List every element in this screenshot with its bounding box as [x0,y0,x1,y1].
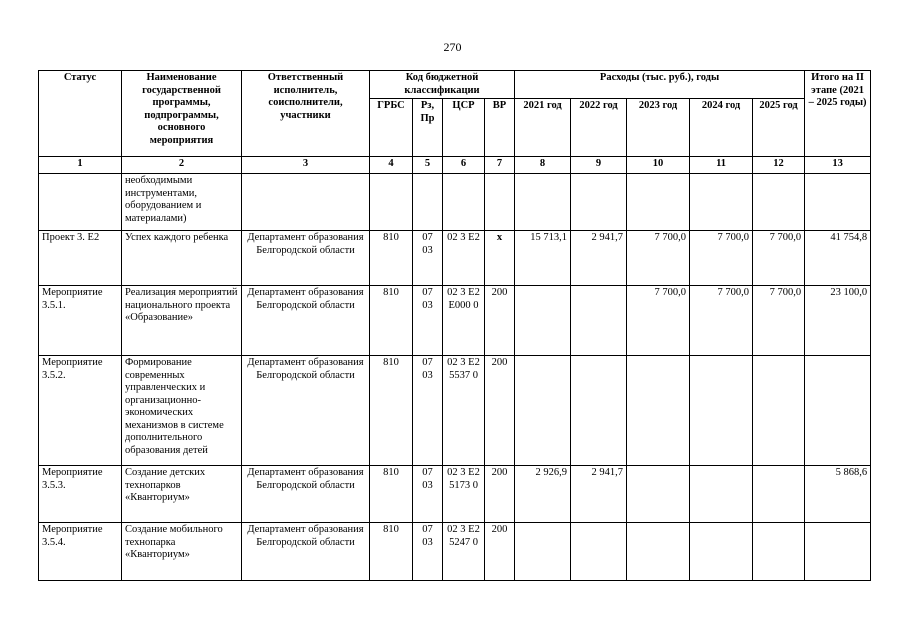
cell-csr [443,174,485,231]
table-row [39,231,871,286]
cell-vr: х [485,231,515,286]
cell-name: Создание мобильного технопарка «Кванториум» [122,523,242,581]
header-status: Статус [39,71,122,157]
cell-rz: 07 03 [413,523,443,581]
cell-2024: 7 700,0 [690,286,753,356]
cell-status: Мероприятие 3.5.4. [39,523,122,581]
table-row [39,286,871,356]
cell-total [805,174,871,231]
cell-2025 [753,174,805,231]
header-year-2025: 2025 год [753,99,805,157]
cell-2025: 7 700,0 [753,231,805,286]
column-number: 8 [515,157,571,174]
cell-name: Создание детских технопарков «Кванториум» [122,466,242,523]
cell-name: Формирование современных управленческих и организационно-экономических механизмов в системе дополнительного образования детей [122,356,242,466]
cell-name: Успех каждого ребенка [122,231,242,286]
cell-grbs: 810 [370,523,413,581]
cell-name: Реализация мероприятий национального проекта «Образование» [122,286,242,356]
cell-csr: 02 3 Е2 5537 0 [443,356,485,466]
header-executor: Ответственный исполнитель, соисполнители, участники [242,71,370,157]
cell-2024 [690,523,753,581]
cell-total [805,523,871,581]
cell-2022: 2 941,7 [571,231,627,286]
cell-2023: 7 700,0 [627,231,690,286]
cell-status: Мероприятие 3.5.1. [39,286,122,356]
cell-executor [242,174,370,231]
cell-2023: 7 700,0 [627,286,690,356]
cell-2023 [627,356,690,466]
cell-grbs: 810 [370,466,413,523]
cell-2024 [690,356,753,466]
cell-total [805,356,871,466]
cell-vr: 200 [485,466,515,523]
column-number: 4 [370,157,413,174]
cell-2022 [571,523,627,581]
cell-csr: 02 3 Е2 Е000 0 [443,286,485,356]
table-row [39,523,871,581]
cell-rz: 07 03 [413,286,443,356]
column-number: 3 [242,157,370,174]
header-year-2024: 2024 год [690,99,753,157]
cell-grbs [370,174,413,231]
column-number: 12 [753,157,805,174]
cell-executor: Департамент образования Белгородской области [242,286,370,356]
cell-total: 23 100,0 [805,286,871,356]
cell-total: 41 754,8 [805,231,871,286]
cell-grbs: 810 [370,356,413,466]
header-program-name: Наименование государственной программы, подпрограммы, основного мероприятия [122,71,242,157]
cell-2021 [515,356,571,466]
header-year-2022: 2022 год [571,99,627,157]
cell-grbs: 810 [370,231,413,286]
cell-name: необходимыми инструментами, оборудованием и материалами) [122,174,242,231]
cell-2021: 15 713,1 [515,231,571,286]
column-number: 13 [805,157,871,174]
cell-csr: 02 3 Е2 5173 0 [443,466,485,523]
cell-status [39,174,122,231]
cell-grbs: 810 [370,286,413,356]
cell-status: Мероприятие 3.5.3. [39,466,122,523]
cell-2021 [515,174,571,231]
table-row [39,466,871,523]
cell-executor: Департамент образования Белгородской области [242,231,370,286]
column-number: 2 [122,157,242,174]
cell-2022 [571,286,627,356]
header-year-2023: 2023 год [627,99,690,157]
header-total: Итого на II этапе (2021 – 2025 годы) [805,71,871,157]
cell-csr: 02 3 Е2 5247 0 [443,523,485,581]
cell-2022: 2 941,7 [571,466,627,523]
header-budget-code: Код бюджетной классификации [370,71,515,99]
column-number: 11 [690,157,753,174]
cell-csr: 02 3 Е2 [443,231,485,286]
column-number: 9 [571,157,627,174]
cell-executor: Департамент образования Белгородской области [242,466,370,523]
cell-2023 [627,174,690,231]
cell-rz [413,174,443,231]
cell-executor: Департамент образования Белгородской области [242,523,370,581]
cell-2025 [753,356,805,466]
cell-2024: 7 700,0 [690,231,753,286]
cell-2021 [515,286,571,356]
header-csr: ЦСР [443,99,485,157]
table-row [39,174,871,231]
cell-rz: 07 03 [413,466,443,523]
cell-2022 [571,174,627,231]
cell-2021: 2 926,9 [515,466,571,523]
cell-vr [485,174,515,231]
column-number: 5 [413,157,443,174]
column-number-row [39,157,871,174]
cell-2022 [571,356,627,466]
cell-total: 5 868,6 [805,466,871,523]
cell-2025: 7 700,0 [753,286,805,356]
cell-2025 [753,523,805,581]
header-grbs: ГРБС [370,99,413,157]
cell-vr: 200 [485,523,515,581]
page-number: 270 [443,40,462,54]
budget-table [38,70,871,581]
header-row-1 [39,71,871,99]
header-expenses: Расходы (тыс. руб.), годы [515,71,805,99]
column-number: 7 [485,157,515,174]
cell-2024 [690,174,753,231]
table-row [39,356,871,466]
header-year-2021: 2021 год [515,99,571,157]
cell-2024 [690,466,753,523]
cell-2025 [753,466,805,523]
column-number: 6 [443,157,485,174]
header-vr: ВР [485,99,515,157]
cell-2023 [627,523,690,581]
cell-vr: 200 [485,356,515,466]
column-number: 10 [627,157,690,174]
cell-rz: 07 03 [413,231,443,286]
cell-2023 [627,466,690,523]
cell-vr: 200 [485,286,515,356]
cell-2021 [515,523,571,581]
header-rz-pr: Рз, Пр [413,99,443,157]
cell-executor: Департамент образования Белгородской области [242,356,370,466]
cell-rz: 07 03 [413,356,443,466]
cell-status: Мероприятие 3.5.2. [39,356,122,466]
cell-status: Проект 3. Е2 [39,231,122,286]
column-number: 1 [39,157,122,174]
